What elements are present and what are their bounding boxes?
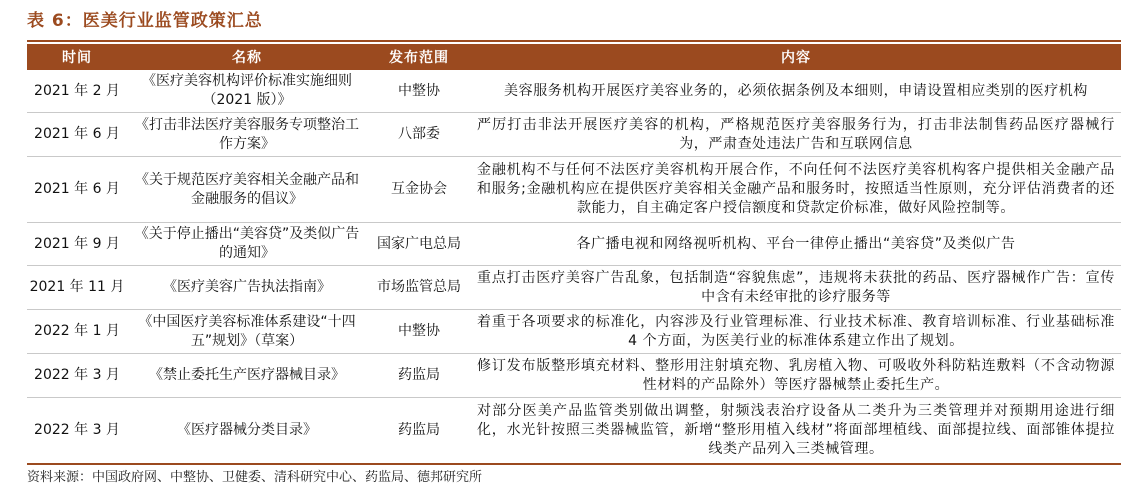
cell-scope: 互金协会 bbox=[367, 157, 471, 223]
cell-scope: 药监局 bbox=[367, 398, 471, 464]
cell-date: 2022 年 1 月 bbox=[27, 310, 127, 354]
cell-name: 《医疗美容广告执法指南》 bbox=[127, 266, 367, 310]
table-row bbox=[27, 157, 1121, 223]
cell-scope: 药监局 bbox=[367, 354, 471, 398]
header-date: 时间 bbox=[27, 44, 127, 70]
policy-table bbox=[27, 44, 1121, 465]
table-row bbox=[27, 113, 1121, 157]
cell-content: 修订发布版整形填充材料、整形用注射填充物、乳房植入物、可吸收外科防粘连敷料（不含动物源性材料的产品除外）等医疗器械禁止委托生产。 bbox=[471, 354, 1121, 398]
table-row bbox=[27, 70, 1121, 113]
cell-content: 重点打击医疗美容广告乱象，包括制造“容貌焦虑”，违规将未获批的药品、医疗器械作广告：宣传中含有未经审批的诊疗服务等 bbox=[471, 266, 1121, 310]
cell-scope: 国家广电总局 bbox=[367, 223, 471, 266]
cell-name: 《打击非法医疗美容服务专项整治工作方案》 bbox=[127, 113, 367, 157]
table-row bbox=[27, 398, 1121, 464]
header-content: 内容 bbox=[471, 44, 1121, 70]
source-note: 资料来源：中国政府网、中整协、卫健委、清科研究中心、药监局、德邦研究所 bbox=[27, 470, 483, 485]
cell-date: 2021 年 2 月 bbox=[27, 70, 127, 113]
table-row bbox=[27, 354, 1121, 398]
table-header-row bbox=[27, 44, 1121, 70]
header-name: 名称 bbox=[127, 44, 367, 70]
cell-content: 金融机构不与任何不法医疗美容机构开展合作，不向任何不法医疗美容机构客户提供相关金融产品和服务;金融机构应在提供医疗美容相关金融产品和服务时，按照适当性原则，充分评估消费者的还款能力，自主确定客户授信额度和贷款定价标准，做好风险控制等。 bbox=[471, 157, 1121, 223]
cell-date: 2022 年 3 月 bbox=[27, 398, 127, 464]
cell-content: 对部分医美产品监管类别做出调整，射频浅表治疗设备从二类升为三类管理并对预期用途进行细化，水光针按照三类器械监管，新增“整形用植入线材”将面部埋植线、面部提拉线、面部锥体提拉线类产品列入三类械管理。 bbox=[471, 398, 1121, 464]
cell-name: 《禁止委托生产医疗器械目录》 bbox=[127, 354, 367, 398]
cell-name: 《中国医疗美容标准体系建设“十四五”规划》（草案） bbox=[127, 310, 367, 354]
cell-scope: 八部委 bbox=[367, 113, 471, 157]
cell-scope: 市场监管总局 bbox=[367, 266, 471, 310]
cell-scope: 中整协 bbox=[367, 310, 471, 354]
cell-date: 2021 年 9 月 bbox=[27, 223, 127, 266]
cell-date: 2021 年 6 月 bbox=[27, 113, 127, 157]
cell-date: 2021 年 6 月 bbox=[27, 157, 127, 223]
table-row bbox=[27, 223, 1121, 266]
cell-scope: 中整协 bbox=[367, 70, 471, 113]
cell-name: 《医疗器械分类目录》 bbox=[127, 398, 367, 464]
cell-name: 《关于停止播出“美容贷”及类似广告的通知》 bbox=[127, 223, 367, 266]
cell-content: 严厉打击非法开展医疗美容的机构，严格规范医疗美容服务行为，打击非法制售药品医疗器械行为，严肃查处违法广告和互联网信息 bbox=[471, 113, 1121, 157]
table-row bbox=[27, 310, 1121, 354]
cell-content: 美容服务机构开展医疗美容业务的，必须依据条例及本细则，申请设置相应类别的医疗机构 bbox=[471, 70, 1121, 113]
table-row bbox=[27, 266, 1121, 310]
cell-date: 2022 年 3 月 bbox=[27, 354, 127, 398]
cell-date: 2021 年 11 月 bbox=[27, 266, 127, 310]
table-title: 表 6：医美行业监管政策汇总 bbox=[27, 11, 263, 31]
cell-content: 各广播电视和网络视听机构、平台一律停止播出“美容贷”及类似广告 bbox=[471, 223, 1121, 266]
cell-content: 着重于各项要求的标准化，内容涉及行业管理标准、行业技术标准、教育培训标准、行业基础标准 4 个方面，为医美行业的标准体系建立作出了规划。 bbox=[471, 310, 1121, 354]
header-scope: 发布范围 bbox=[367, 44, 471, 70]
title-divider bbox=[27, 40, 1121, 42]
cell-name: 《医疗美容机构评价标准实施细则（2021 版）》 bbox=[127, 70, 367, 113]
cell-name: 《关于规范医疗美容相关金融产品和金融服务的倡议》 bbox=[127, 157, 367, 223]
